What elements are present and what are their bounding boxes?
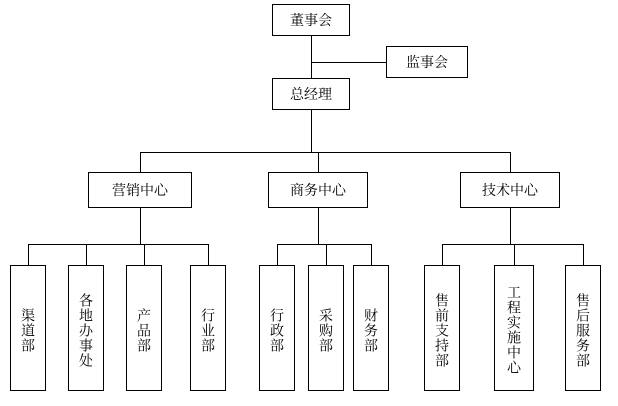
node-offices[interactable] <box>68 265 104 391</box>
node-label-purchase: 采购部 <box>318 307 334 353</box>
connector-tech-stem <box>510 208 511 244</box>
connector-marketing-bus <box>28 244 208 245</box>
connector-gm-to-supervisor <box>311 62 386 63</box>
node-label-channel: 渠道部 <box>20 307 36 353</box>
connector-tech-bus <box>442 244 583 245</box>
node-label-technology: 技术中心 <box>482 182 538 198</box>
node-label-presales: 售前支持部 <box>434 292 450 368</box>
node-supervisor[interactable] <box>386 46 468 78</box>
connector-board-to-gm <box>311 36 312 78</box>
node-admin[interactable] <box>259 265 295 391</box>
node-gm[interactable] <box>272 78 350 110</box>
node-technology[interactable] <box>460 172 560 208</box>
node-presales[interactable] <box>424 265 460 391</box>
connector-marketing-drop-offices <box>86 244 87 265</box>
connector-business-bus <box>277 244 371 245</box>
connector-gm-down-stem <box>311 110 312 152</box>
connector-business-drop-admin <box>277 244 278 265</box>
node-label-engineering: 工程实施中心 <box>506 285 522 375</box>
connector-drop-technology <box>510 152 511 172</box>
node-board[interactable] <box>272 4 350 36</box>
node-label-board: 董事会 <box>290 12 332 28</box>
node-engineering[interactable] <box>494 265 534 391</box>
connector-drop-marketing <box>140 152 141 172</box>
node-finance[interactable] <box>353 265 389 391</box>
node-aftersales[interactable] <box>565 265 601 391</box>
connector-tech-drop-engineering <box>514 244 515 265</box>
node-label-supervisor: 监事会 <box>406 54 448 70</box>
node-industry[interactable] <box>190 265 226 391</box>
connector-marketing-drop-industry <box>208 244 209 265</box>
connector-level2-bus <box>140 152 510 153</box>
connector-marketing-drop-channel <box>28 244 29 265</box>
node-label-aftersales: 售后服务部 <box>575 292 591 368</box>
node-channel[interactable] <box>10 265 46 391</box>
connector-business-drop-finance <box>371 244 372 265</box>
connector-marketing-stem <box>140 208 141 244</box>
node-label-gm: 总经理 <box>290 86 332 102</box>
node-product[interactable] <box>126 265 162 391</box>
node-marketing[interactable] <box>88 172 192 208</box>
node-purchase[interactable] <box>308 265 344 391</box>
node-label-admin: 行政部 <box>269 307 285 353</box>
connector-marketing-drop-product <box>144 244 145 265</box>
node-label-finance: 财务部 <box>363 307 379 353</box>
node-label-industry: 行业部 <box>200 307 216 353</box>
connector-business-drop-purchase <box>326 244 327 265</box>
node-label-product: 产品部 <box>136 307 152 353</box>
connector-business-stem <box>318 208 319 244</box>
connector-tech-drop-presales <box>442 244 443 265</box>
node-label-marketing: 营销中心 <box>112 182 168 198</box>
node-business[interactable] <box>268 172 368 208</box>
connector-drop-business <box>318 152 319 172</box>
node-label-business: 商务中心 <box>290 182 346 198</box>
connector-tech-drop-aftersales <box>583 244 584 265</box>
node-label-offices: 各地办事处 <box>78 292 94 368</box>
